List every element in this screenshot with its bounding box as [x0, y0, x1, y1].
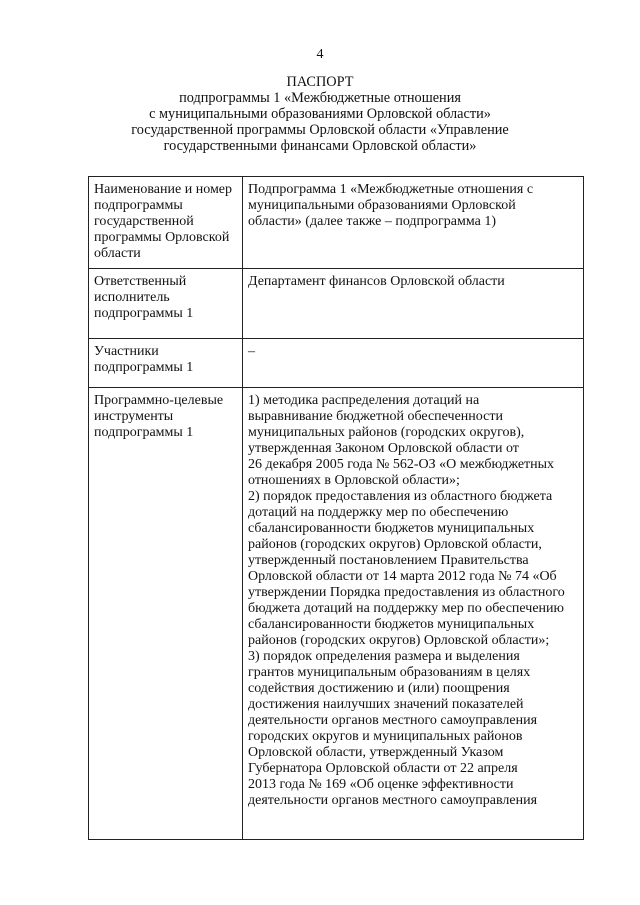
row-value: Департамент финансов Орловской области — [243, 269, 584, 339]
table-row — [89, 177, 584, 269]
header-line: государственными финансами Орловской области» — [163, 138, 477, 154]
header-line: с муниципальными образованиями Орловской области» — [149, 106, 491, 122]
row-value: Подпрограмма 1 «Межбюджетные отношения с муниципальными образованиями Орловской области» (далее также – подпрограмма 1) — [243, 177, 584, 269]
header-line: государственной программы Орловской области «Управление — [131, 122, 509, 138]
table-row — [89, 269, 584, 339]
page-number: 4 — [316, 47, 324, 62]
row-label: Участники подпрограммы 1 — [89, 339, 243, 388]
row-label: Ответственный исполнитель подпрограммы 1 — [89, 269, 243, 339]
passport-header — [0, 74, 640, 154]
row-value: – — [243, 339, 584, 388]
header-line: подпрограммы 1 «Межбюджетные отношения — [179, 90, 461, 106]
row-value: 1) методика распределения дотаций на выравнивание бюджетной обеспеченности муниципальных районов (городских округов), утвержденная Законом Орловской области от 26 декабря 2005 года № 562-ОЗ «О межбюджетных отношениях в Орловской области»; 2) порядок предоставления из областного бюджета дотаций на поддержку мер по обеспечению сбалансированности бюджетов муниципальных районов (городских округов) Орловской области, утвержденный постановлением Правительства Орловской области от 14 марта 2012 года № 74 «Об утверждении Порядка предоставления из областного бюджета дотаций на поддержку мер по обеспечению сбалансированности бюджетов муниципальных районов (городских округов) Орловской области»; 3) порядок определения размера и выделения грантов муниципальным образованиям в целях содействия достижению и (или) поощрения достижения наилучших значений показателей деятельности органов местного самоуправления городских округов и муниципальных районов Орловской области, утвержденный Указом Губернатора Орловской области от 22 апреля 2013 года № 169 «Об оценке эффективности деятельности органов местного самоуправления — [243, 388, 584, 840]
row-label: Программно-целевые инструменты подпрограммы 1 — [89, 388, 243, 840]
row-label: Наименование и номер подпрограммы государственной программы Орловской области — [89, 177, 243, 269]
header-title: ПАСПОРТ — [286, 74, 354, 90]
passport-table — [88, 176, 584, 840]
table-row — [89, 388, 584, 840]
table-row — [89, 339, 584, 388]
